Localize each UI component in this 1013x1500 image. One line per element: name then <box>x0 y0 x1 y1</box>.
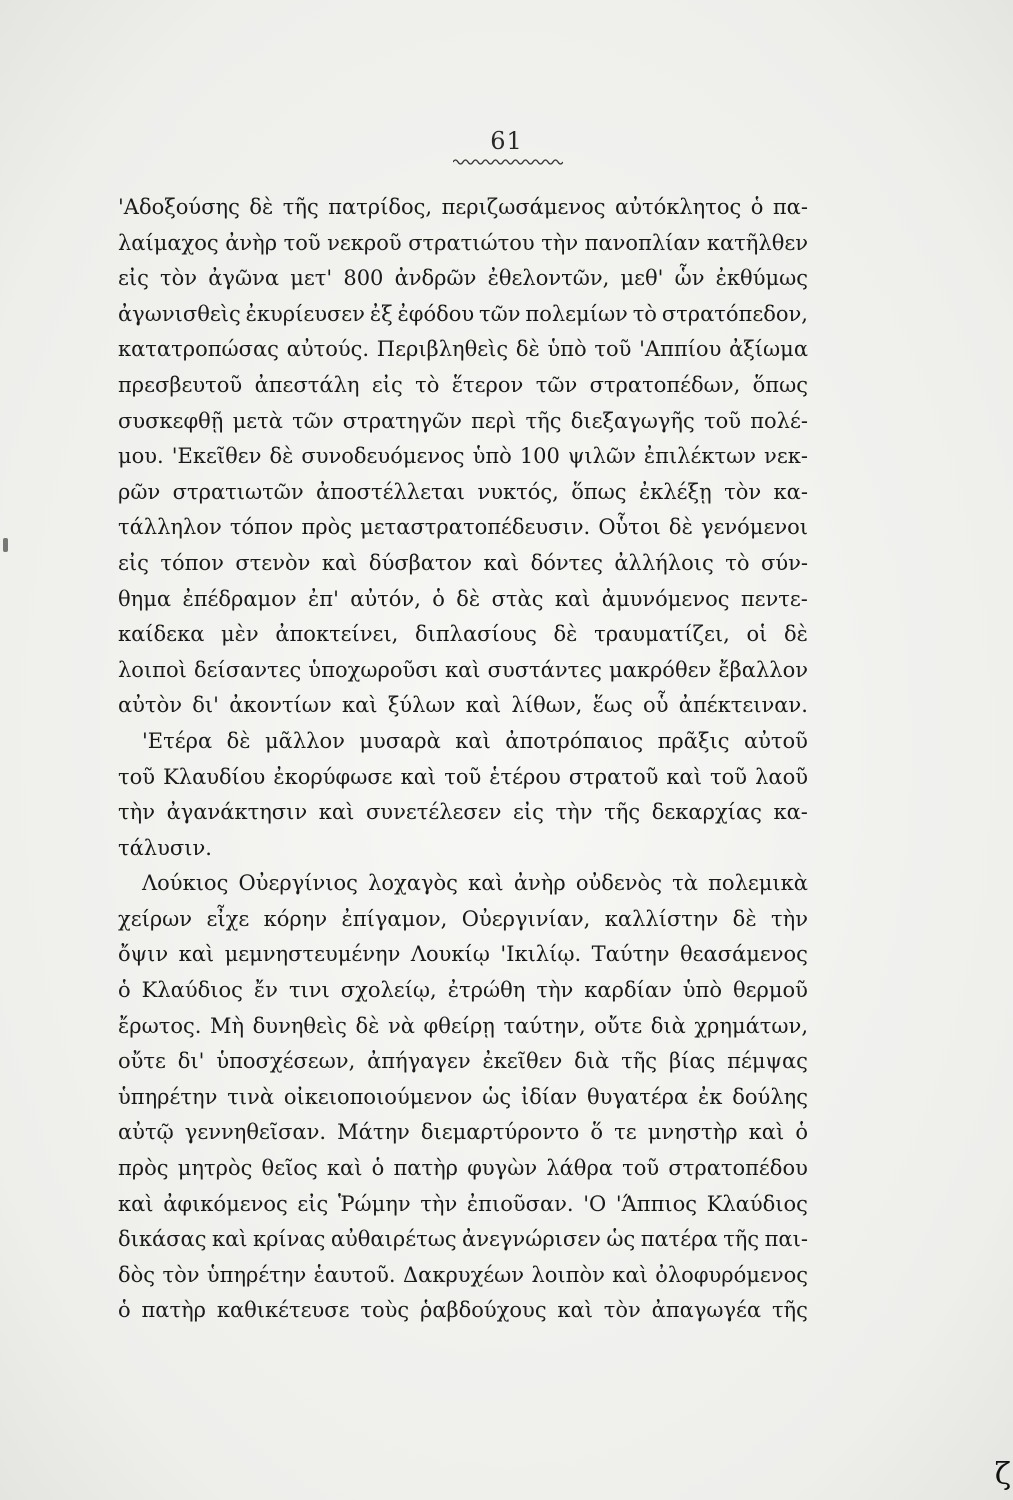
text-line: Λούκιος Οὐεργίνιος λοχαγὸς καὶ ἀνὴρ οὐδενὸς τὰ πολεμικὰ <box>142 871 808 896</box>
text-line <box>118 831 808 867</box>
text-line: τοῦ Κλαυδίου ἐκορύφωσε καὶ τοῦ ἑτέρου στρατοῦ καὶ τοῦ λαοῦ <box>118 764 808 789</box>
text-line: ὄψιν καὶ μεμνηστευμένην Λουκίῳ 'Ικιλίῳ. Ταύτην θεασάμενος <box>118 942 808 967</box>
text-line: πρὸς μητρὸς θεῖος καὶ ὁ πατὴρ φυγὼν λάθρα τοῦ στρατοπέδου <box>118 1156 808 1181</box>
text-line: μου. 'Εκεῖθεν δὲ συνοδευόμενος ὑπὸ 100 ψιλῶν ἐπιλέκτων νεκ- <box>118 444 808 469</box>
text-line: θημα ἐπέδραμον ἐπ' αὐτόν, ὁ δὲ στὰς καὶ ἀμυνόμενος πεντε- <box>118 586 808 611</box>
corner-mark: ζ <box>994 1457 1011 1492</box>
text-line: λαίμαχος ἀνὴρ τοῦ νεκροῦ στρατιώτου τὴν πανοπλίαν κατῆλθεν <box>118 230 808 255</box>
text-line: ρῶν στρατιωτῶν ἀποστέλλεται νυκτός, ὅπως ἐκλέξῃ τὸν κα- <box>118 479 808 504</box>
page-edge-mark <box>3 538 8 552</box>
text-line: οὔτε δι' ὑποσχέσεων, ἀπήγαγεν ἐκεῖθεν διὰ τῆς βίας πέμψας <box>118 1049 808 1074</box>
text-line: καὶ ἀφικόμενος εἰς Ῥώμην τὴν ἐπιοῦσαν. 'Ο 'Άππιος Κλαύδιος <box>118 1191 808 1216</box>
text-line: εἰς τὸν ἀγῶνα μετ' 800 ἀνδρῶν ἐθελοντῶν, μεθ' ὧν ἐκθύμως <box>118 266 808 291</box>
text-line: δὸς τὸν ὑπηρέτην ἑαυτοῦ. Δακρυχέων λοιπὸν καὶ ὀλοφυρόμενος <box>118 1262 808 1287</box>
text-line: πρεσβευτοῦ ἀπεστάλη εἰς τὸ ἕτερον τῶν στρατοπέδων, ὅπως <box>118 372 808 397</box>
line-text: τάλυσιν. <box>118 835 212 860</box>
text-line: καίδεκα μὲν ἀποκτείνει, διπλασίους δὲ τραυματίζει, οἱ δὲ <box>118 622 808 647</box>
text-line: 'Αδοξούσης δὲ τῆς πατρίδος, περιζωσάμενος αὐτόκλητος ὁ πα- <box>118 195 808 219</box>
text-line: λοιποὶ δείσαντες ὑποχωροῦσι καὶ συστάντες μακρόθεν ἔβαλλον <box>118 657 808 682</box>
body-text <box>118 190 808 1329</box>
text-line: ὑπηρέτην τινὰ οἰκειοποιούμενον ὡς ἰδίαν θυγατέρα ἐκ δούλης <box>118 1084 808 1109</box>
text-line: τάλληλον τόπον πρὸς μεταστρατοπέδευσιν. Οὗτοι δὲ γενόμενοι <box>118 515 808 540</box>
text-line: εἰς τόπον στενὸν καὶ δύσβατον καὶ δόντες ἀλλήλοις τὸ σύν- <box>118 550 808 575</box>
text-line: 'Ετέρα δὲ μᾶλλον μυσαρὰ καὶ ἀποτρόπαιος πρᾶξις αὐτοῦ <box>142 728 808 753</box>
text-line: αὐτὸν δι' ἀκοντίων καὶ ξύλων καὶ λίθων, ἕως οὗ ἀπέκτειναν. <box>118 693 808 718</box>
text-line: ὁ Κλαύδιος ἔν τινι σχολείῳ, ἐτρώθη τὴν καρδίαν ὑπὸ θερμοῦ <box>118 978 808 1003</box>
text-line: αὐτῷ γεννηθεῖσαν. Μάτην διεμαρτύροντο ὅ τε μνηστὴρ καὶ ὁ <box>118 1120 808 1145</box>
text-line: χείρων εἶχε κόρην ἐπίγαμον, Οὐεργινίαν, καλλίστην δὲ τὴν <box>118 906 808 931</box>
page-number: 61 <box>490 127 523 155</box>
text-line: ἔρωτος. Μὴ δυνηθεὶς δὲ νὰ φθείρῃ ταύτην, οὔτε διὰ χρημάτων, <box>118 1013 808 1038</box>
text-line: τὴν ἀγανάκτησιν καὶ συνετέλεσεν εἰς τὴν τῆς δεκαρχίας κα- <box>118 800 808 825</box>
ornament-divider <box>453 158 563 166</box>
text-line: συσκεφθῇ μετὰ τῶν στρατηγῶν περὶ τῆς διεξαγωγῆς τοῦ πολέ- <box>118 408 808 433</box>
text-line: ἀγωνισθεὶς ἐκυρίευσεν ἐξ ἐφόδου τῶν πολεμίων τὸ στρατόπεδον, <box>118 301 808 326</box>
text-line: ὁ πατὴρ καθικέτευσε τοὺς ῥαβδούχους καὶ τὸν ἀπαγωγέα τῆς <box>118 1298 808 1323</box>
text-line: κατατροπώσας αὐτούς. Περιβληθεὶς δὲ ὑπὸ τοῦ 'Αππίου ἀξίωμα <box>118 337 808 362</box>
text-line: δικάσας καὶ κρίνας αὐθαιρέτως ἀνεγνώρισεν ὡς πατέρα τῆς παι- <box>118 1227 808 1252</box>
